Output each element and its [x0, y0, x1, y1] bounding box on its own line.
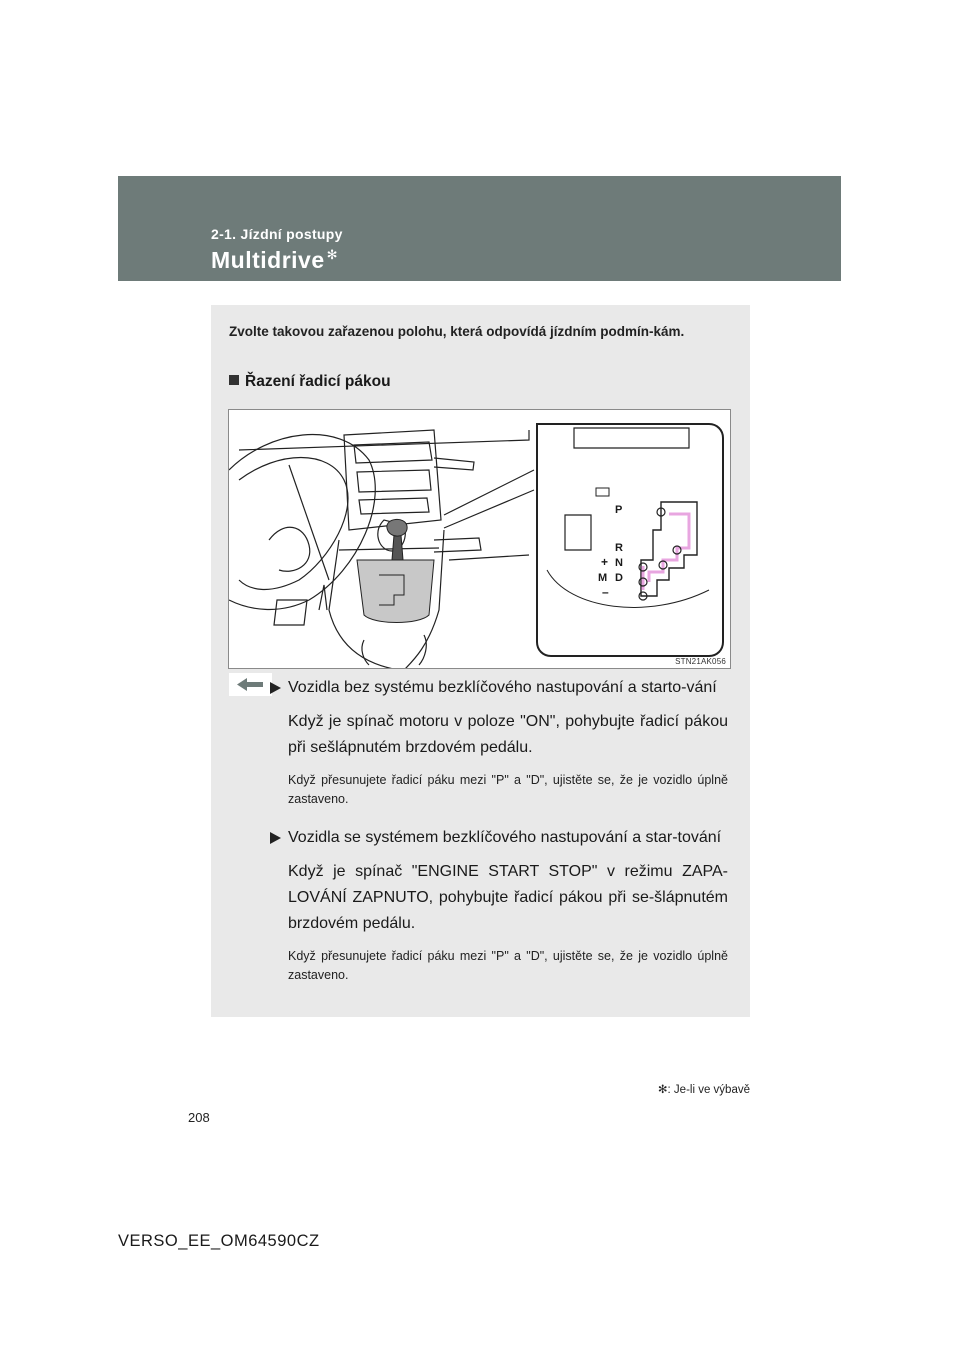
intro-text: Zvolte takovou zařazenou polohu, která odpovídá jízdním podmín-kám. [229, 324, 685, 339]
manual-m-mark: M [598, 572, 608, 584]
manual-minus-mark: – [602, 585, 609, 599]
subheading [229, 373, 391, 391]
footnote: ✻: Je-li ve výbavě [657, 1084, 750, 1096]
page-title [211, 247, 338, 274]
bullet-heading-text: Vozidla se systémem bezklíčového nastupování a star-tování [288, 829, 722, 846]
arrow-left-icon [229, 673, 272, 696]
figure-code: STN21AK056 [675, 657, 726, 666]
triangle-bullet-icon [270, 832, 281, 844]
section-with-smart-entry [288, 825, 728, 985]
page-number: 208 [188, 1110, 210, 1125]
section-label: 2-1. Jízdní postupy [211, 226, 343, 242]
optional-equipment-mark: ✻ [326, 247, 339, 263]
square-bullet-icon [229, 375, 239, 385]
section-without-smart-entry [288, 675, 728, 809]
gate-label-d: D [615, 572, 623, 584]
document-code: VERSO_EE_OM64590CZ [118, 1232, 320, 1250]
note: Když přesunujete řadicí páku mezi "P" a "D", ujistěte se, že je vozidlo úplně zastaveno. [288, 949, 728, 982]
subheading-text: Řazení řadicí pákou [245, 373, 391, 390]
gate-label-r: R [615, 542, 623, 554]
page-title-text: Multidrive [211, 247, 325, 273]
gate-label-p: P [615, 504, 623, 516]
dashboard-drawing [229, 410, 731, 669]
note: Když přesunujete řadicí páku mezi "P" a "D", ujistěte se, že je vozidlo úplně zastaveno. [288, 773, 728, 806]
shift-lever-illustration [228, 409, 731, 669]
manual-plus-mark: + [601, 555, 609, 569]
paragraph: Když je spínač motoru v poloze "ON", pohybujte řadicí pákou při sešlápnutém brzdovém pedálu. [288, 713, 728, 756]
paragraph: Když je spínač "ENGINE START STOP" v režimu ZAPA-LOVÁNÍ ZAPNUTO, pohybujte řadicí pákou při se-šlápnutém brzdovém pedálu. [288, 863, 728, 932]
triangle-bullet-icon [270, 682, 281, 694]
bullet-heading-text: Vozidla bez systému bezklíčového nastupování a starto-vání [288, 679, 717, 696]
gate-label-n: N [615, 557, 623, 569]
bullet-heading [270, 675, 728, 701]
bullet-heading [270, 825, 728, 851]
back-arrow-icon [229, 673, 272, 696]
